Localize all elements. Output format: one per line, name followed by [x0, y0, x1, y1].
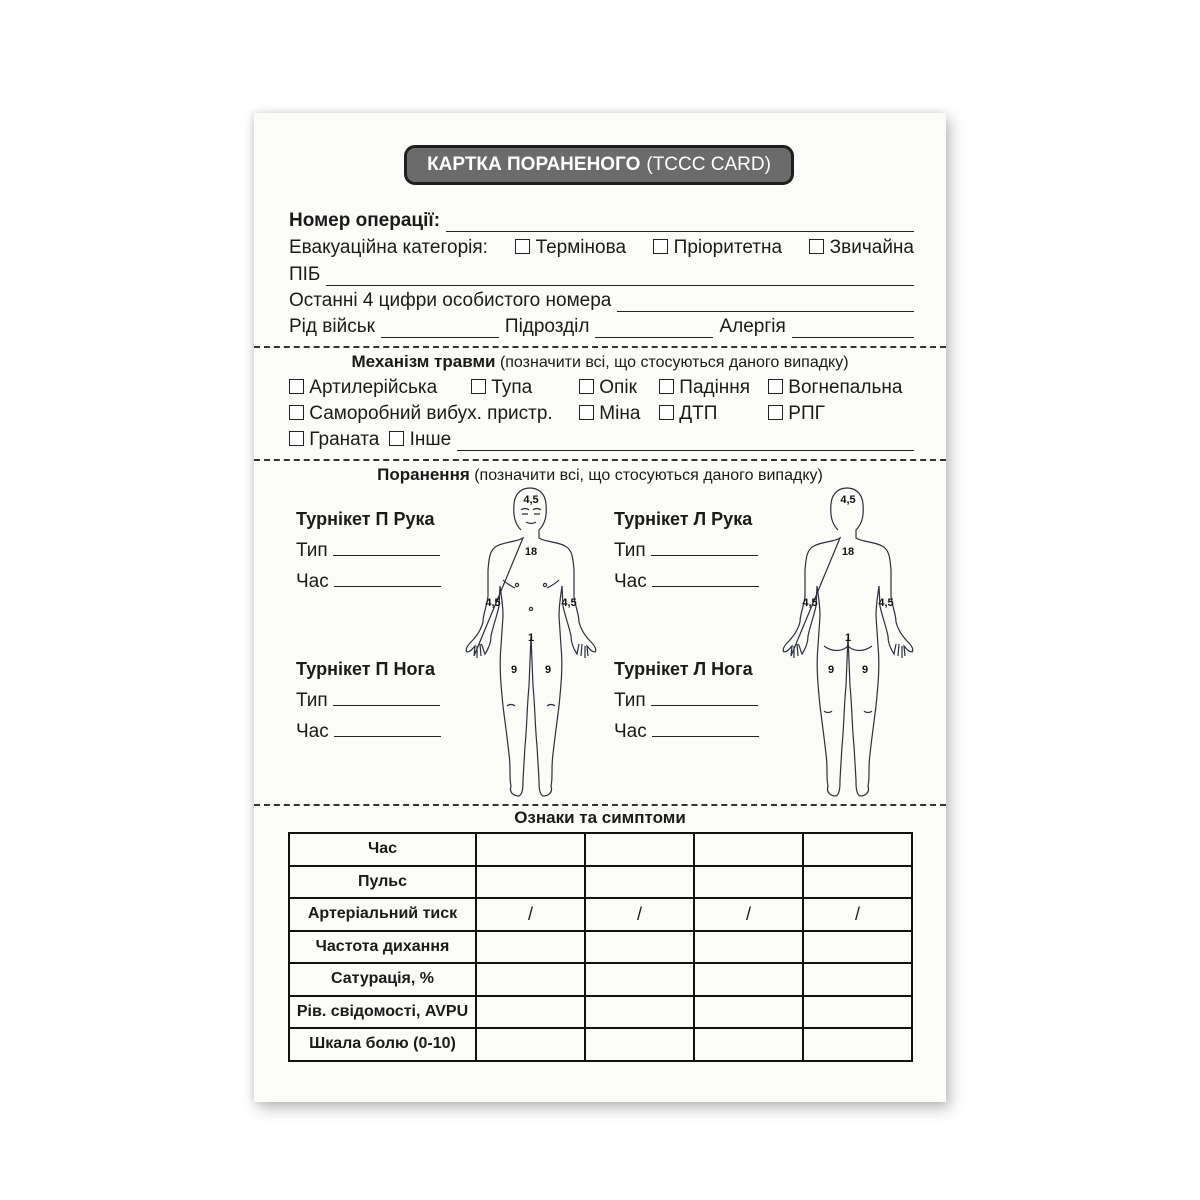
table-cell[interactable] [476, 963, 585, 996]
mech-option[interactable] [289, 403, 553, 425]
table-cell[interactable] [585, 833, 694, 866]
table-cell[interactable] [476, 1028, 585, 1061]
checkbox[interactable] [471, 379, 486, 394]
checkbox[interactable] [389, 431, 404, 446]
signs-title: Ознаки та симптоми [514, 808, 686, 827]
branch-label: Рід військ [289, 316, 375, 337]
mech-option-label: ДТП [679, 403, 718, 424]
table-cell[interactable]: / [694, 898, 803, 931]
table-cell[interactable] [803, 931, 912, 964]
label-arm-right: 4,5 [878, 597, 894, 609]
time-field[interactable] [652, 720, 759, 737]
mech-option-label: Опік [599, 377, 637, 398]
evac-option-priority[interactable] [653, 237, 782, 259]
mechanism-title: Механізм травми [351, 352, 496, 371]
evac-label: Евакуаційна категорія: [289, 237, 488, 258]
mech-option-label: Граната [309, 429, 380, 450]
allergy-label: Алергія [719, 316, 786, 337]
id-field[interactable] [617, 295, 914, 312]
tourniquet-left-arm [614, 509, 759, 593]
table-cell[interactable] [476, 931, 585, 964]
card-title-rest: (TCCC CARD) [646, 154, 771, 175]
checkbox[interactable] [579, 405, 594, 420]
mechanism-heading [254, 352, 946, 372]
type-label: Тип [296, 690, 328, 711]
checkbox[interactable] [653, 239, 668, 254]
table-cell[interactable] [803, 833, 912, 866]
checkbox[interactable] [659, 379, 674, 394]
mech-option[interactable] [768, 403, 825, 425]
mech-option[interactable] [768, 377, 902, 399]
row-label: Шкала болю (0-10) [289, 1028, 476, 1061]
type-field[interactable] [651, 539, 758, 556]
table-row [289, 898, 912, 931]
label-arm-right: 4,5 [485, 597, 501, 609]
table-row [289, 833, 912, 866]
row-label: Пульс [289, 866, 476, 899]
mech-option-label: Саморобний вибух. пристр. [309, 403, 553, 424]
table-cell[interactable] [694, 963, 803, 996]
evac-option-label: Термінова [535, 237, 627, 258]
time-label: Час [614, 571, 647, 592]
row-label: Артеріальний тиск [289, 898, 476, 931]
tourniquet-right-arm [296, 509, 441, 593]
table-cell[interactable]: / [803, 898, 912, 931]
label-leg-right: 9 [510, 664, 518, 676]
evac-row [289, 237, 914, 259]
mech-option-label: Падіння [679, 377, 751, 398]
time-label: Час [296, 571, 329, 592]
evac-option-urgent[interactable] [515, 237, 626, 259]
id-label: Останні 4 цифри особистого номера [289, 290, 612, 311]
checkbox[interactable] [579, 379, 594, 394]
operation-label: Номер операції: [289, 210, 441, 231]
label-leg-left: 9 [544, 664, 552, 676]
table-cell[interactable]: / [585, 898, 694, 931]
unit-label: Підрозділ [504, 316, 590, 337]
checkbox[interactable] [515, 239, 530, 254]
allergy-field[interactable] [792, 321, 914, 338]
other-field[interactable] [457, 434, 914, 451]
body-front-figure[interactable] [459, 486, 609, 801]
mech-option-label: Тупа [491, 377, 533, 398]
evac-option-label: Звичайна [829, 237, 914, 258]
type-field[interactable] [651, 689, 758, 706]
mech-option-label: РПГ [788, 403, 825, 424]
evac-option-label: Пріоритетна [673, 237, 783, 258]
table-cell[interactable] [476, 833, 585, 866]
table-cell[interactable] [803, 1028, 912, 1061]
mech-option[interactable] [289, 377, 437, 399]
table-cell[interactable] [694, 1028, 803, 1061]
table-cell[interactable] [803, 963, 912, 996]
operation-row [289, 210, 914, 232]
type-label: Тип [614, 690, 646, 711]
table-row [289, 1028, 912, 1061]
label-head: 4,5 [840, 494, 856, 506]
branch-row [289, 316, 914, 338]
mech-option[interactable] [659, 377, 750, 399]
checkbox[interactable] [289, 431, 304, 446]
tourniquet-title: Турнікет П Нога [296, 659, 435, 679]
tccc-card [254, 113, 946, 1102]
checkbox[interactable] [289, 405, 304, 420]
name-row [289, 264, 914, 286]
table-cell[interactable] [476, 996, 585, 1029]
divider [254, 346, 946, 348]
card-title-bold: КАРТКА ПОРАНЕНОГО [427, 154, 641, 175]
mech-option-label: Міна [599, 403, 641, 424]
card-title [404, 145, 794, 185]
divider [254, 804, 946, 806]
mech-option-label: Вогнепальна [788, 377, 903, 398]
mech-option-label: Інше [409, 429, 452, 450]
type-field[interactable] [333, 689, 440, 706]
table-cell[interactable] [803, 996, 912, 1029]
type-label: Тип [296, 540, 328, 561]
label-arm-left: 4,5 [561, 597, 577, 609]
tourniquet-title: Турнікет Л Рука [614, 509, 753, 529]
label-leg-right: 9 [861, 664, 869, 676]
label-arm-left: 4,5 [802, 597, 818, 609]
type-field[interactable] [333, 539, 440, 556]
mech-option[interactable] [289, 429, 379, 451]
table-cell[interactable] [585, 996, 694, 1029]
row-label: Сатурація, % [289, 963, 476, 996]
name-label: ПІБ [289, 264, 321, 285]
signs-table [288, 832, 913, 1062]
table-cell[interactable] [694, 866, 803, 899]
table-cell[interactable] [585, 963, 694, 996]
table-cell[interactable] [585, 1028, 694, 1061]
table-cell[interactable] [694, 931, 803, 964]
time-label: Час [614, 721, 647, 742]
table-cell[interactable] [476, 866, 585, 899]
injuries-note: (позначити всі, що стосуються даного випадку) [474, 467, 823, 484]
label-torso: 18 [841, 546, 855, 558]
table-cell[interactable] [803, 866, 912, 899]
time-field[interactable] [652, 570, 759, 587]
divider [254, 459, 946, 461]
label-torso: 18 [524, 546, 538, 558]
operation-field[interactable] [446, 215, 914, 232]
label-leg-left: 9 [827, 664, 835, 676]
mech-option[interactable] [389, 429, 451, 451]
time-field[interactable] [334, 570, 441, 587]
table-row [289, 963, 912, 996]
tourniquet-right-leg [296, 659, 441, 743]
row-label: Рів. свідомості, AVPU [289, 996, 476, 1029]
tourniquet-left-leg [614, 659, 759, 743]
checkbox[interactable] [768, 405, 783, 420]
type-label: Тип [614, 540, 646, 561]
unit-field[interactable] [595, 321, 713, 338]
mech-option[interactable] [471, 377, 532, 399]
table-row [289, 931, 912, 964]
table-cell[interactable] [585, 866, 694, 899]
name-field[interactable] [326, 269, 914, 286]
tourniquet-title: Турнікет Л Нога [614, 659, 753, 679]
time-field[interactable] [334, 720, 441, 737]
injuries-heading [254, 465, 946, 485]
table-cell[interactable] [694, 833, 803, 866]
row-label: Частота дихання [289, 931, 476, 964]
injuries-title: Поранення [377, 465, 470, 484]
mech-option[interactable] [579, 403, 640, 425]
branch-field[interactable] [381, 321, 499, 338]
table-cell[interactable] [585, 931, 694, 964]
label-groin: 1 [527, 632, 535, 644]
label-head: 4,5 [523, 494, 539, 506]
table-cell[interactable] [694, 996, 803, 1029]
evac-option-routine[interactable] [809, 237, 914, 259]
time-label: Час [296, 721, 329, 742]
mech-option[interactable] [659, 403, 717, 425]
mech-option[interactable] [579, 377, 637, 399]
id-row [289, 290, 914, 312]
label-groin: 1 [844, 632, 852, 644]
tourniquet-title: Турнікет П Рука [296, 509, 435, 529]
checkbox[interactable] [809, 239, 824, 254]
row-label: Час [289, 833, 476, 866]
checkbox[interactable] [289, 379, 304, 394]
checkbox[interactable] [768, 379, 783, 394]
body-back-figure[interactable] [776, 486, 926, 801]
mech-row-3 [289, 429, 914, 451]
checkbox[interactable] [659, 405, 674, 420]
table-row [289, 866, 912, 899]
mech-option-label: Артилерійська [309, 377, 438, 398]
table-row [289, 996, 912, 1029]
mechanism-note: (позначити всі, що стосуються даного випадку) [499, 354, 849, 371]
table-cell[interactable]: / [476, 898, 585, 931]
